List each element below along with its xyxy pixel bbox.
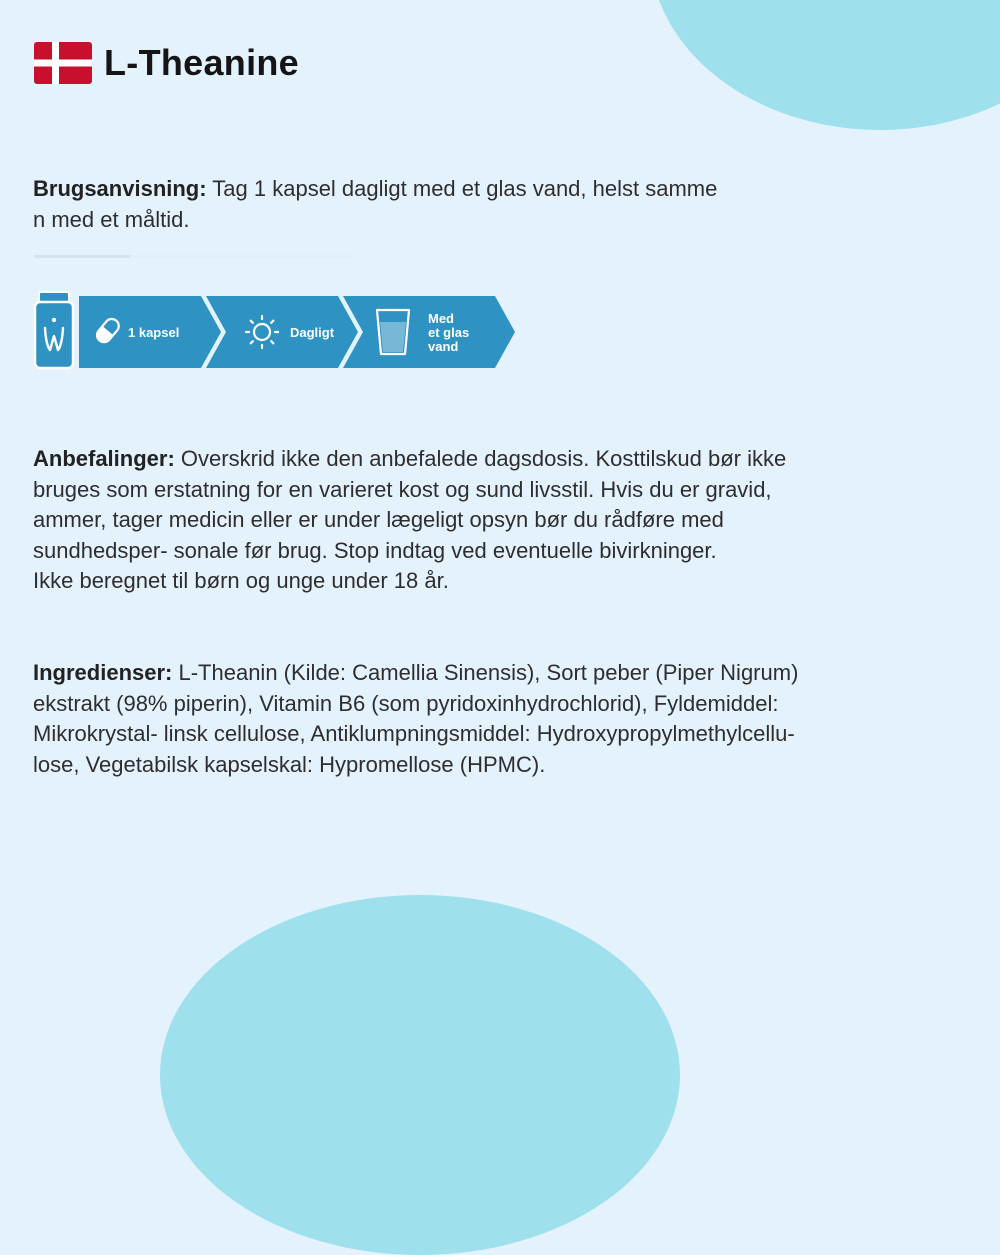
recommendations [33,444,968,597]
ingredients-label: Ingredienser: [33,660,173,685]
recommendations-line-4: sundhedsper- sonale før brug. Stop indtag ved eventuelle bivirkninger. [33,537,717,563]
usage-text-line-1: Tag 1 kapsel dagligt med et glas vand, helst samme [206,176,718,201]
step-3-label-line-2: et glas [428,325,470,340]
header [34,42,299,84]
recommendations-label: Anbefalinger: [33,446,175,471]
usage-text-line-2: n med et måltid. [33,206,190,232]
step-segment-2 [206,296,358,368]
step-3-label-line-1: Med [428,311,454,326]
ingredients-line-4: lose, Vegetabilsk kapselskal: Hypromellose (HPMC). [33,751,546,777]
recommendations-line-2: bruges som erstatning for en varieret kost og sund livsstil. Hvis du er gravid, [33,476,772,502]
faint-divider [34,255,354,258]
step-1-label: 1 kapsel [128,325,180,340]
recommendations-line-1: Overskrid ikke den anbefalede dagsdosis. Kosttilskud bør ikke [174,446,787,471]
ingredients-line-2: ekstrakt (98% piperin), Vitamin B6 (som pyridoxinhydrochlorid), Fyldemiddel: [33,690,779,716]
usage-label: Brugsanvisning: [33,176,207,201]
ingredients [33,658,968,780]
page-title: L-Theanine [104,42,300,83]
ingredients-line-3: Mikrokrystal- linsk cellulose, Antiklumpningsmiddel: Hydroxypropylmethylcellu- [33,721,795,746]
step-2-label: Dagligt [290,325,335,340]
ingredients-line-1: L-Theanin (Kilde: Camellia Sinensis), Sort peber (Piper Nigrum) [172,660,799,685]
step-3-label-line-3: vand [428,339,459,354]
decorative-blob-top [650,0,1000,130]
recommendations-line-5: Ikke beregnet til børn og unge under 18 år. [33,568,449,593]
dosage-steps-banner [33,290,518,374]
decorative-blob-bottom [160,895,680,1255]
recommendations-line-3: ammer, tager medicin eller er under lægeligt opsyn bør du rådføre med [33,507,724,532]
bottle-icon [35,292,73,368]
denmark-flag-icon [34,42,92,84]
usage-instructions [33,174,863,235]
